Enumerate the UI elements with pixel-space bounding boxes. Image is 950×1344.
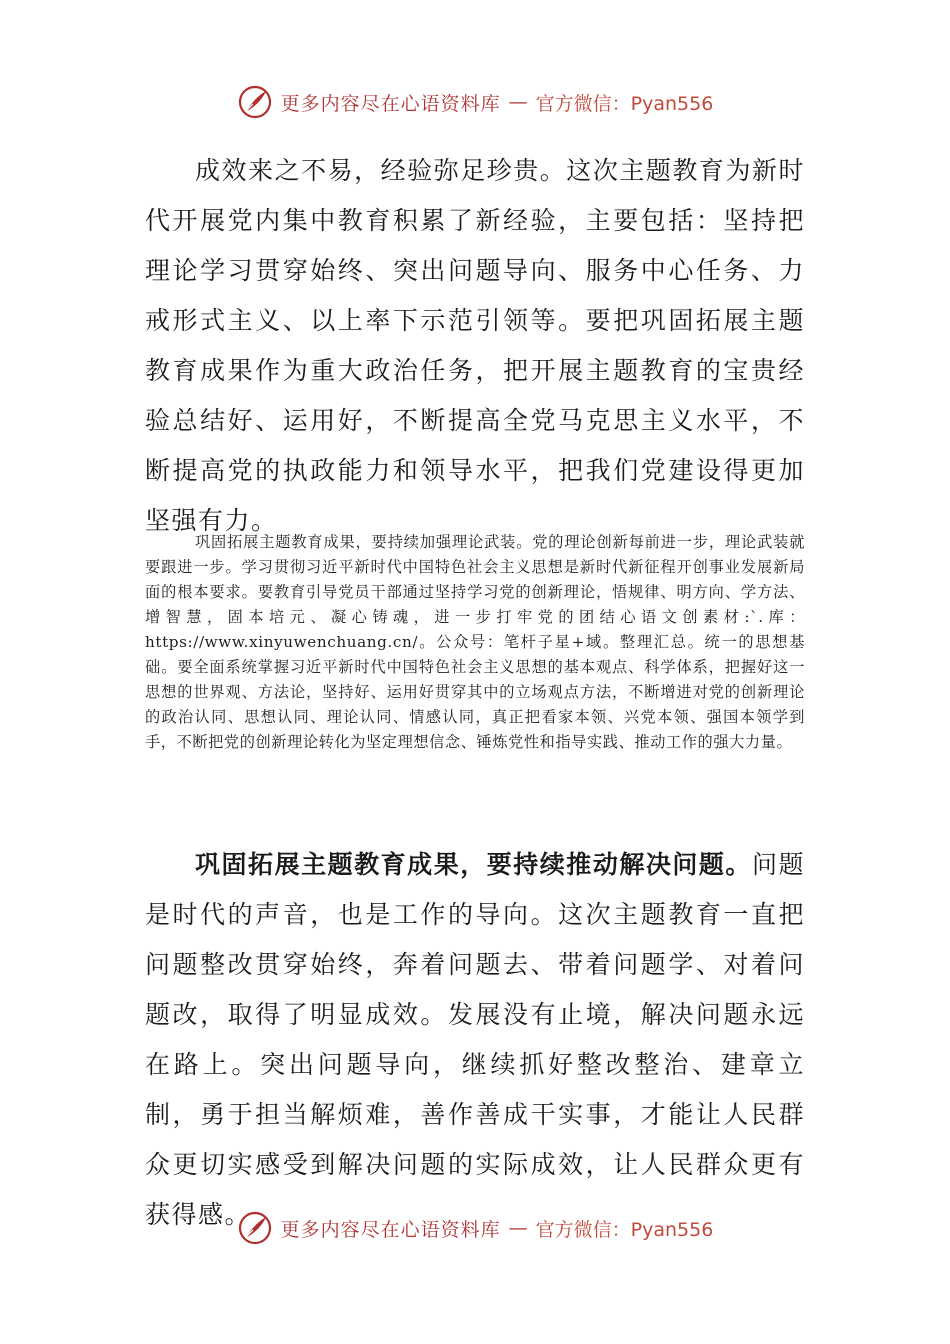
banner-separator: —	[508, 91, 528, 113]
banner-contact: 官方微信：Pyan556	[535, 92, 714, 115]
paragraph-3-heading: 巩固拓展主题教育成果，要持续推动解决问题。	[195, 850, 752, 879]
quill-logo-icon	[237, 84, 273, 120]
quill-logo-icon	[237, 1210, 273, 1246]
banner-contact: 官方微信：Pyan556	[535, 1218, 714, 1241]
paragraph-1: 成效来之不易，经验弥足珍贵。这次主题教育为新时代开展党内集中教育积累了新经验，主要包括：坚持把理论学习贯穿始终、突出问题导向、服务中心任务、力戒形式主义、以上率下示范引领等。要把巩固拓展主题教育成果作为重大政治任务，把开展主题教育的宝贵经验总结好、运用好，不断提高全党马克思主义水平，不断提高党的执政能力和领导水平，把我们党建设得更加坚强有力。	[145, 156, 805, 535]
paragraph-3	[145, 840, 805, 1240]
header-banner	[0, 80, 950, 124]
paragraph-2: 巩固拓展主题教育成果，要持续加强理论武装。党的理论创新每前进一步，理论武装就要跟进一步。学习贯彻习近平新时代中国特色社会主义思想是新时代新征程开创事业发展新局面的根本要求。要教育引导党员干部通过坚持学习党的创新理论，悟规律、明方向、学方法、增智慧，固本培元、凝心铸魂，进一步打牢党的团结心语文创素材:`.库：https://www.xinyuwenchuang.cn/。公众号：笔杆子星+域。整理汇总。统一的思想基础。要全面系统掌握习近平新时代中国特色社会主义思想的基本观点、科学体系，把握好这一思想的世界观、方法论，坚持好、运用好贯穿其中的立场观点方法，不断增进对党的创新理论的政治认同、思想认同、理论认同、情感认同，真正把看家本领、兴党本领、强国本领学到手，不断把党的创新理论转化为坚定理想信念、锤炼党性和指导实践、推动工作的强大力量。	[145, 533, 805, 751]
paragraph-3-body: 问题是时代的声音，也是工作的导向。这次主题教育一直把问题整改贯穿始终，奔着问题去、带着问题学、对着问题改，取得了明显成效。发展没有止境，解决问题永远在路上。突出问题导向，继续抓好整改整治、建章立制，勇于担当解烦难，善作善成干实事，才能让人民群众更切实感受到解决问题的实际成效，让人民群众更有获得感。	[145, 850, 805, 1229]
banner-text: 更多内容尽在心语资料库	[280, 1218, 501, 1241]
banner-text: 更多内容尽在心语资料库	[280, 92, 501, 115]
banner-separator: —	[508, 1217, 528, 1239]
footer-banner	[0, 1206, 950, 1250]
